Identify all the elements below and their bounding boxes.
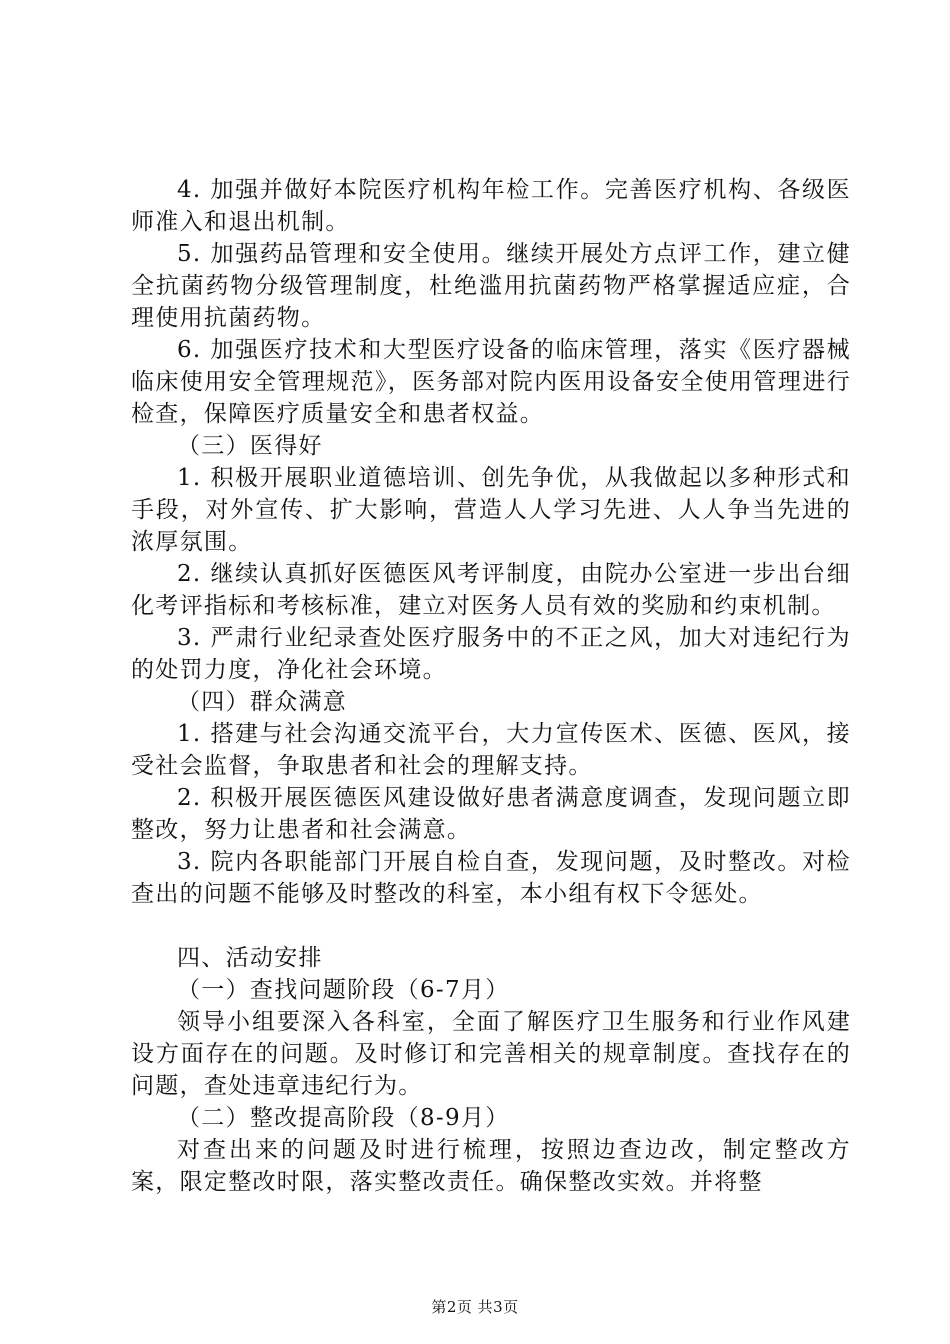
document-body (131, 174, 851, 1198)
section-heading-3: （三）医得好 (177, 433, 323, 459)
section-heading-4: （四）群众满意 (177, 689, 348, 715)
paragraph-item-3-3: 3. 严肃行业纪录查处医疗服务中的不正之风，加大对违纪行为的处罚力度，净化社会环境。 (131, 625, 851, 683)
paragraph-item-4-3: 3. 院内各职能部门开展自检自查，发现问题，及时整改。对检查出的问题不能够及时整改的科室，本小组有权下令惩处。 (131, 849, 851, 907)
paragraph-item-6: 6. 加强医疗技术和大型医疗设备的临床管理，落实《医疗器械临床使用安全管理规范》，医务部对院内医用设备安全使用管理进行检查，保障医疗质量安全和患者权益。 (131, 337, 851, 427)
paragraph-item-4-1: 1. 搭建与社会沟通交流平台，大力宣传医术、医德、医风，接受社会监督，争取患者和社会的理解支持。 (131, 721, 851, 779)
phase-heading-1: （一）查找问题阶段（6-7月） (177, 977, 510, 1003)
phase-2-paragraph: 对查出来的问题及时进行梳理，按照边查边改，制定整改方案，限定整改时限，落实整改责任。确保整改实效。并将整 (131, 1137, 851, 1195)
phase-1-paragraph: 领导小组要深入各科室，全面了解医疗卫生服务和行业作风建设方面存在的问题。及时修订和完善相关的规章制度。查找存在的问题，查处违章违纪行为。 (131, 1009, 851, 1099)
paragraph-item-5: 5. 加强药品管理和安全使用。继续开展处方点评工作，建立健全抗菌药物分级管理制度，杜绝滥用抗菌药物严格掌握适应症，合理使用抗菌药物。 (131, 241, 851, 331)
chapter-heading: 四、活动安排 (177, 945, 323, 971)
paragraph-spacer (131, 910, 851, 942)
phase-heading-2: （二）整改提高阶段（8-9月） (177, 1105, 510, 1131)
paragraph-item-3-2: 2. 继续认真抓好医德医风考评制度，由院办公室进一步出台细化考评指标和考核标准，建立对医务人员有效的奖励和约束机制。 (131, 561, 851, 619)
paragraph-item-4-2: 2. 积极开展医德医风建设做好患者满意度调查，发现问题立即整改，努力让患者和社会满意。 (131, 785, 851, 843)
paragraph-item-4: 4. 加强并做好本院医疗机构年检工作。完善医疗机构、各级医师准入和退出机制。 (131, 177, 851, 235)
paragraph-item-3-1: 1. 积极开展职业道德培训、创先争优，从我做起以多种形式和手段，对外宣传、扩大影响，营造人人学习先进、人人争当先进的浓厚氛围。 (131, 465, 851, 555)
page-footer: 第2页 共3页 (431, 1298, 519, 1316)
